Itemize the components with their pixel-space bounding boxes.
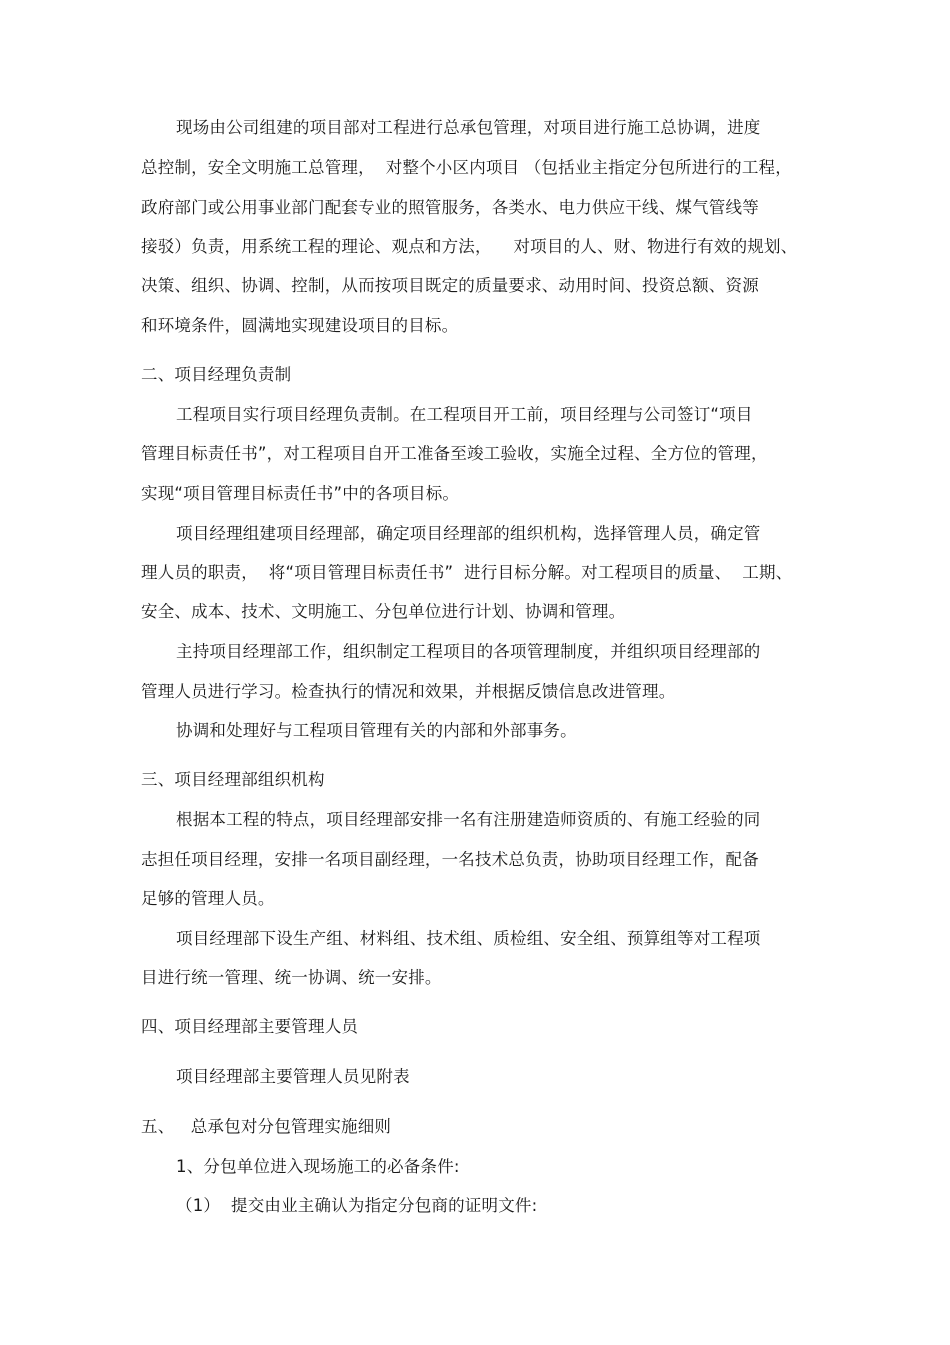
list-item-1: 1、分包单位进入现场施工的必备条件: (176, 1157, 460, 1176)
s3-p2-line-1: 项目经理部下设生产组、材料组、技术组、质检组、安全组、预算组等对工程项 (176, 929, 761, 948)
s2-p2-line-2: 理人员的职责， 将“项目管理目标责任书” 进行目标分解。对工程项目的质量、 工期、 (141, 563, 793, 582)
section-heading-5: 五、 总承包对分包管理实施细则 (141, 1117, 392, 1136)
intro-line-1: 现场由公司组建的项目部对工程进行总承包管理，对项目进行施工总协调，进度 (176, 118, 761, 137)
intro-line-5: 决策、组织、协调、控制，从而按项目既定的质量要求、动用时间、投资总额、资源 (141, 276, 759, 295)
section-heading-3: 三、项目经理部组织机构 (141, 770, 325, 789)
intro-line-4: 接驳）负责，用系统工程的理论、观点和方法， 对项目的人、财、物进行有效的规划、 (141, 237, 798, 256)
section-heading-4: 四、项目经理部主要管理人员 (141, 1017, 359, 1036)
list-item-1-1: （1） 提交由业主确认为指定分包商的证明文件: (176, 1196, 538, 1215)
intro-line-3: 政府部门或公用事业部门配套专业的照管服务，各类水、电力供应干线、煤气管线等 (141, 198, 759, 217)
s2-p3-line-1: 主持项目经理部工作，组织制定工程项目的各项管理制度，并组织项目经理部的 (176, 642, 761, 661)
s2-p2-line-3: 安全、成本、技术、文明施工、分包单位进行计划、协调和管理。 (141, 602, 626, 621)
s3-p1-line-2: 志担任项目经理，安排一名项目副经理，一名技术总负责，协助项目经理工作，配备 (141, 850, 759, 869)
intro-line-2: 总控制，安全文明施工总管理， 对整个小区内项目 （包括业主指定分包所进行的工程， (141, 158, 792, 177)
intro-line-6: 和环境条件，圆满地实现建设项目的目标。 (141, 316, 459, 335)
section-heading-2: 二、项目经理负责制 (141, 365, 292, 384)
s3-p1-line-3: 足够的管理人员。 (141, 889, 275, 908)
s2-p2-line-1: 项目经理组建项目经理部，确定项目经理部的组织机构，选择管理人员，确定管 (176, 524, 761, 543)
s2-p1-line-3: 实现“项目管理目标责任书”中的各项目标。 (141, 484, 460, 503)
s2-p1-line-1: 工程项目实行项目经理负责制。在工程项目开工前，项目经理与公司签订“项目 (176, 405, 753, 424)
s2-p3-line-2: 管理人员进行学习。检查执行的情况和效果，并根据反馈信息改进管理。 (141, 682, 676, 701)
s2-p4-line-1: 协调和处理好与工程项目管理有关的内部和外部事务。 (176, 721, 577, 740)
s2-p1-line-2: 管理目标责任书”，对工程项目自开工准备至竣工验收，实施全过程、全方位的管理， (141, 444, 768, 463)
s4-p1-line-1: 项目经理部主要管理人员见附表 (176, 1067, 410, 1086)
s3-p2-line-2: 目进行统一管理、统一协调、统一安排。 (141, 968, 442, 987)
s3-p1-line-1: 根据本工程的特点，项目经理部安排一名有注册建造师资质的、有施工经验的同 (176, 810, 761, 829)
